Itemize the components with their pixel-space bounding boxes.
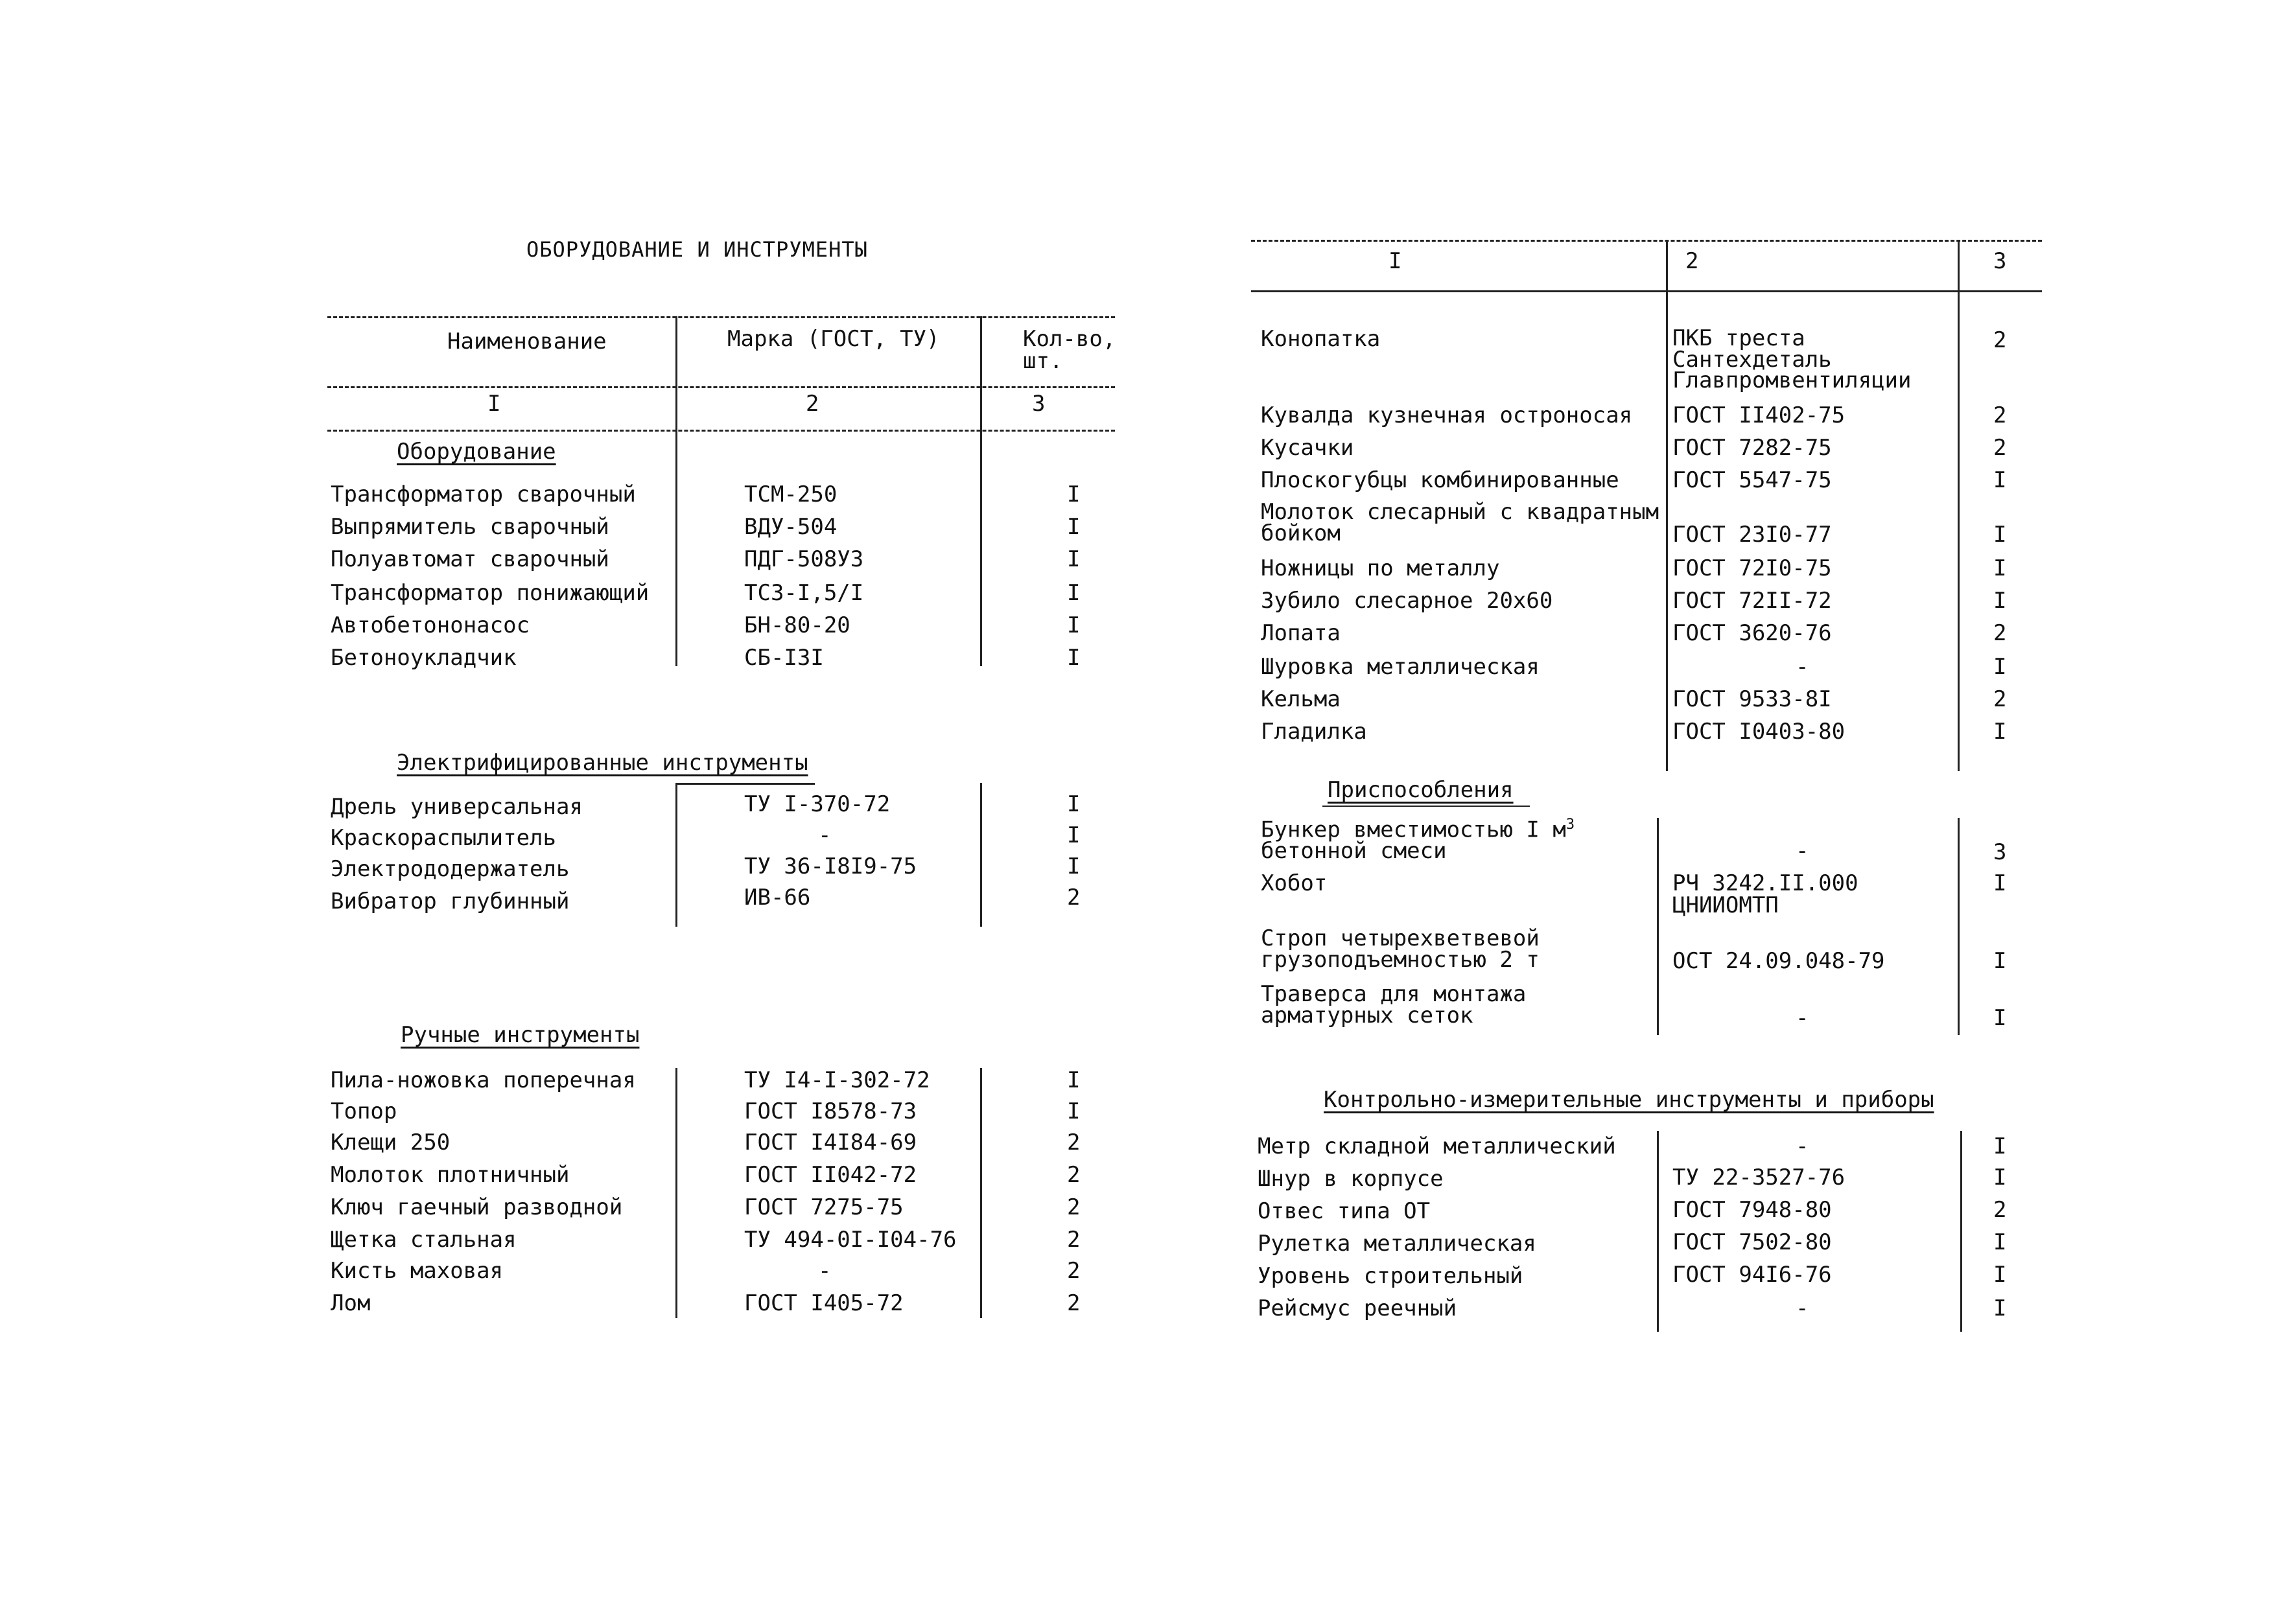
table-row-name: Лом — [331, 1290, 371, 1316]
table-row-mark: ГОСТ 9533-8I — [1672, 686, 1832, 712]
table-row-name: Кусачки — [1261, 435, 1354, 461]
table-row-mark: ПКБ треста Сантехдеталь Главпромвентиляции — [1672, 325, 1912, 394]
table-row-name: Метр складной металлический — [1258, 1133, 1616, 1159]
table-row-name: Шуровка металлическая — [1261, 654, 1540, 680]
table-row-name: Клещи 250 — [331, 1130, 451, 1155]
table-row-name: Ножницы по металлу — [1261, 555, 1500, 581]
table-row-mark: БН-80-20 — [744, 612, 850, 638]
table-row-qty: I — [1993, 654, 2007, 680]
table-row-mark: - — [818, 822, 832, 848]
table-row-qty: 2 — [1993, 1197, 2007, 1223]
rule — [327, 386, 1115, 388]
table-row-mark: - — [1796, 654, 1809, 680]
table-row-name: Пила-ножовка поперечная — [331, 1067, 636, 1093]
column-header-name: Наименование — [447, 329, 607, 354]
column-header-qty-unit: шт. — [1023, 348, 1063, 374]
column-divider — [675, 430, 677, 666]
table-row-qty: 2 — [1993, 686, 2007, 712]
table-row-mark-line2: ЦНИИОМТП — [1672, 892, 1779, 918]
section-title-measuring: Контрольно-измерительные инструменты и приборы — [1324, 1087, 1934, 1113]
table-row-mark: ГОСТ 5547-75 — [1672, 467, 1832, 493]
table-row-mark: ТСМ-250 — [744, 481, 838, 507]
rule — [1251, 240, 2042, 242]
column-divider — [1666, 290, 1668, 771]
column-divider — [980, 783, 982, 927]
table-row-name: Отвес типа ОТ — [1258, 1198, 1431, 1224]
table-row-qty: 2 — [1993, 327, 2007, 353]
table-row-mark: ГОСТ 94I6-76 — [1672, 1262, 1832, 1288]
table-row-name: Автобетононасос — [331, 612, 530, 638]
column-divider — [1958, 290, 1960, 771]
table-row-name-text: Бункер вместимостью I м — [1261, 817, 1566, 843]
column-divider — [675, 783, 677, 927]
table-row-qty: I — [1067, 612, 1081, 638]
table-row-name: Рулетка металлическая — [1258, 1231, 1536, 1257]
table-row-qty: I — [1993, 1005, 2007, 1031]
table-row-name: Рейсмус реечный — [1258, 1295, 1457, 1321]
column-header-mark: Марка (ГОСТ, ТУ) — [727, 326, 940, 352]
table-row-mark: ТУ 494-0I-I04-76 — [744, 1227, 957, 1253]
table-row-name: Ключ гаечный разводной — [331, 1194, 623, 1220]
table-row-qty: I — [1993, 588, 2007, 614]
rule — [1322, 806, 1530, 807]
table-row-name: Топор — [331, 1098, 397, 1124]
column-number-1: I — [487, 391, 501, 417]
column-number-3: 3 — [1032, 391, 1046, 417]
table-row-qty: I — [1993, 1229, 2007, 1255]
table-row-name: Молоток плотничный — [331, 1162, 570, 1188]
table-row-mark: ГОСТ 7282-75 — [1672, 435, 1832, 461]
table-row-qty: 2 — [1067, 1258, 1081, 1284]
table-row-qty: I — [1993, 1295, 2007, 1321]
section-title-manual: Ручные инструменты — [401, 1022, 640, 1048]
table-row-name: Выпрямитель сварочный — [331, 514, 609, 540]
table-row-qty: I — [1993, 870, 2007, 896]
section-title-electric: Электрифицированные инструменты — [397, 750, 808, 776]
table-row-mark: ГОСТ 7948-80 — [1672, 1197, 1832, 1223]
table-row-mark: ГОСТ 7502-80 — [1672, 1229, 1832, 1255]
rule — [327, 430, 1115, 432]
table-row-qty: I — [1993, 555, 2007, 581]
table-row-mark: ВДУ-504 — [744, 514, 838, 540]
table-row-qty: I — [1067, 853, 1081, 879]
table-row-qty: 2 — [1067, 885, 1081, 911]
table-row-qty: I — [1067, 580, 1081, 606]
table-row-qty: 2 — [1067, 1130, 1081, 1155]
column-number-2: 2 — [1685, 248, 1699, 274]
column-divider — [675, 316, 677, 430]
table-row-name: Трансформатор понижающий — [331, 580, 650, 606]
table-row-name: Конопатка — [1261, 326, 1381, 352]
table-row-mark: ПДГ-508УЗ — [744, 546, 864, 572]
table-row-qty: I — [1067, 481, 1081, 507]
table-row-mark: ГОСТ 23I0-77 — [1672, 522, 1832, 548]
table-row-qty: 2 — [1067, 1194, 1081, 1220]
column-number-2: 2 — [806, 391, 819, 417]
table-row-mark: ГОСТ I0403-80 — [1672, 719, 1846, 745]
table-row-qty: 3 — [1993, 839, 2007, 865]
table-row-mark: ИВ-66 — [744, 885, 811, 911]
table-row-mark: ГОСТ 72II-72 — [1672, 588, 1832, 614]
table-row-qty: I — [1993, 948, 2007, 974]
table-row-name-line2: бетонной смеси — [1261, 838, 1447, 864]
table-row-mark: ТУ 36-I8I9-75 — [744, 853, 917, 879]
column-divider — [980, 430, 982, 666]
table-row-mark: ГОСТ I8578-73 — [744, 1098, 917, 1124]
section-title-fixtures: Приспособления — [1328, 777, 1514, 803]
table-row-qty: I — [1993, 1165, 2007, 1190]
column-divider — [980, 1068, 982, 1318]
table-row-name: Гладилка — [1261, 719, 1367, 745]
table-row-name: Вибратор глубинный — [331, 888, 570, 914]
table-row-qty: I — [1993, 467, 2007, 493]
table-row-name: Дрель универсальная — [331, 794, 583, 820]
superscript: 3 — [1565, 817, 1575, 833]
section-title-equipment: Оборудование — [397, 439, 556, 465]
table-row-qty: 2 — [1067, 1162, 1081, 1188]
table-row-name: Лопата — [1261, 620, 1341, 646]
column-divider — [980, 316, 982, 430]
column-divider — [1657, 1131, 1659, 1332]
table-row-name: Краскораспылитель — [331, 825, 556, 851]
rule — [1251, 290, 2042, 292]
page-title: ОБОРУДОВАНИЕ И ИНСТРУМЕНТЫ — [526, 237, 868, 262]
table-row-qty: I — [1067, 1098, 1081, 1124]
table-row-name: Шнур в корпусе — [1258, 1166, 1444, 1192]
table-row-mark: ГОСТ II042-72 — [744, 1162, 917, 1188]
table-row-mark: РЧ 3242.II.000 — [1672, 870, 1858, 896]
table-row-qty: I — [1993, 1133, 2007, 1159]
table-row-mark: ТУ I4-I-302-72 — [744, 1067, 930, 1093]
table-row-name: Строп четырехветвевой грузоподъемностью 2 т — [1261, 925, 1540, 973]
table-row-name: Кельма — [1261, 686, 1341, 712]
column-divider — [1958, 240, 1960, 290]
table-row-name: Траверса для монтажа арматурных сеток — [1261, 981, 1527, 1028]
column-number-3: 3 — [1993, 248, 2007, 274]
column-divider — [1960, 1131, 1962, 1332]
rule — [327, 316, 1115, 318]
column-number-1: I — [1389, 248, 1402, 274]
table-row-name: Полуавтомат сварочный — [331, 546, 609, 572]
table-row-mark: - — [1796, 1295, 1809, 1321]
table-row-name: Щетка стальная — [331, 1227, 517, 1253]
table-row-name: Уровень строительный — [1258, 1263, 1523, 1289]
table-row-name: Зубило слесарное 20х60 — [1261, 588, 1553, 614]
table-row-qty: I — [1067, 546, 1081, 572]
table-row-mark: ГОСТ II402-75 — [1672, 402, 1846, 428]
table-row-qty: I — [1067, 645, 1081, 671]
table-row-name: Кувалда кузнечная остроносая — [1261, 402, 1633, 428]
table-row-qty: I — [1993, 1262, 2007, 1288]
table-row-qty: 2 — [1993, 402, 2007, 428]
table-row-qty: I — [1067, 514, 1081, 540]
table-row-mark: ГОСТ 72I0-75 — [1672, 555, 1832, 581]
column-divider — [1657, 818, 1659, 1035]
table-row-mark: ТСЗ-I,5/I — [744, 580, 864, 606]
table-row-qty: 2 — [1067, 1227, 1081, 1253]
table-row-name: Электрододержатель — [331, 856, 570, 882]
table-row-mark: ГОСТ 7275-75 — [744, 1194, 904, 1220]
table-row-mark: ТУ I-370-72 — [744, 791, 891, 817]
table-row-mark: - — [1796, 838, 1809, 864]
column-header-qty: Кол-во, — [1023, 326, 1116, 352]
table-row-name: Молоток слесарный с квадратным бойком — [1261, 499, 1659, 546]
table-row-mark: - — [1796, 1133, 1809, 1159]
table-row-name: Бетоноукладчик — [331, 645, 517, 671]
table-row-qty: I — [1067, 1067, 1081, 1093]
table-row-mark: ОСТ 24.09.048-79 — [1672, 948, 1885, 974]
table-row-mark: ГОСТ I405-72 — [744, 1290, 904, 1316]
table-row-qty: 2 — [1067, 1290, 1081, 1316]
table-row-mark: - — [1796, 1005, 1809, 1031]
table-row-mark: - — [818, 1258, 832, 1284]
table-row-mark: ТУ 22-3527-76 — [1672, 1165, 1846, 1190]
rule — [675, 783, 815, 785]
table-row-name: Трансформатор сварочный — [331, 481, 636, 507]
table-row-qty: 2 — [1993, 435, 2007, 461]
table-row-name: Хобот — [1261, 870, 1328, 896]
table-row-name: Кисть маховая — [331, 1258, 504, 1284]
table-row-mark: ГОСТ I4I84-69 — [744, 1130, 917, 1155]
column-divider — [1666, 240, 1668, 290]
table-row-qty: I — [1067, 791, 1081, 817]
column-divider — [675, 1068, 677, 1318]
table-row-qty: 2 — [1993, 620, 2007, 646]
table-row-qty: I — [1993, 719, 2007, 745]
table-row-name: Плоскогубцы комбинированные — [1261, 467, 1619, 493]
table-row-mark: ГОСТ 3620-76 — [1672, 620, 1832, 646]
column-divider — [1958, 818, 1960, 1035]
table-row-mark: СБ-I3I — [744, 645, 824, 671]
table-row-qty: I — [1067, 822, 1081, 848]
table-row-qty: I — [1993, 522, 2007, 548]
